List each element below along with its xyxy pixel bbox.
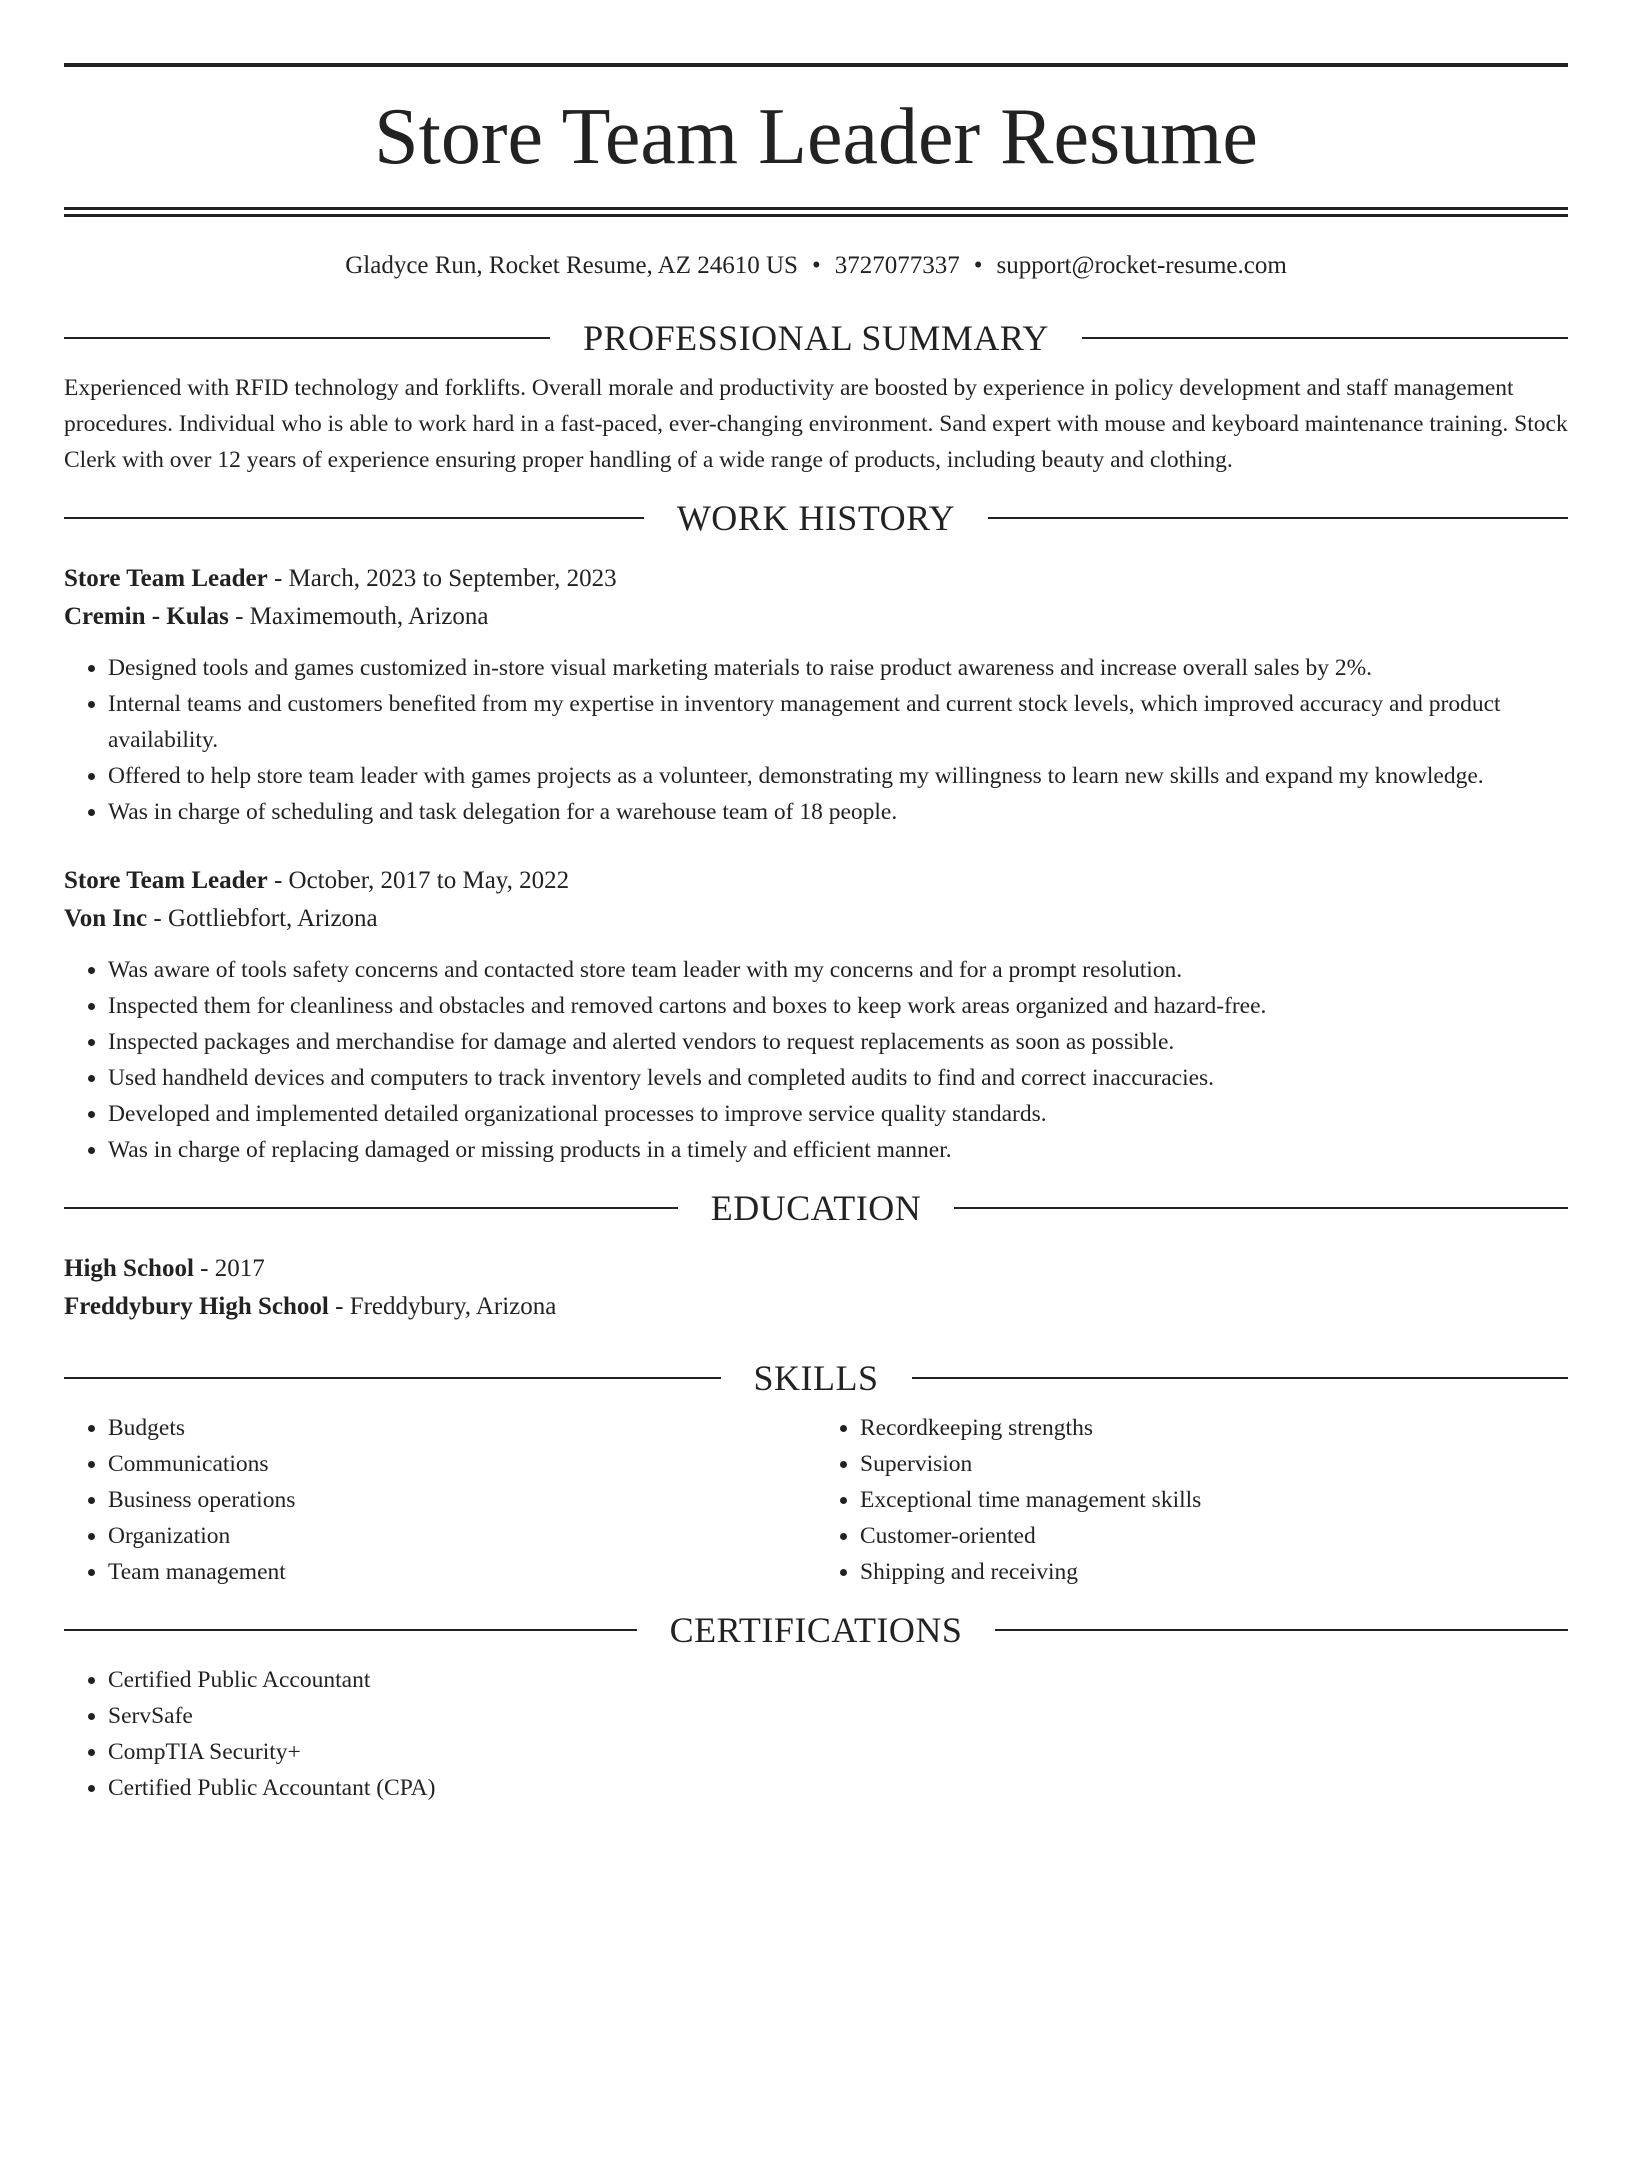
education-entry [64, 1250, 1568, 1326]
contact-separator: • [973, 252, 983, 279]
contact-separator: • [811, 252, 821, 279]
certification-item: • Certified Public Accountant [108, 1662, 1568, 1698]
job-bullet: • Inspected packages and merchandise for damage and alerted vendors to request replacements as soon as possible. [108, 1024, 1568, 1060]
job-dates: - October, 2017 to May, 2022 [267, 867, 570, 894]
certifications-heading [64, 1612, 1568, 1648]
skill-item: • Business operations [108, 1482, 816, 1518]
skill-item: • Budgets [108, 1410, 816, 1446]
heading-rule-right [995, 1629, 1568, 1631]
work-history-heading [64, 500, 1568, 536]
heading-rule-right [988, 517, 1568, 519]
job-title-line [64, 862, 1568, 900]
heading-rule-left [64, 1207, 678, 1209]
job-entry [64, 560, 1568, 830]
education-degree: High School [64, 1255, 194, 1282]
education-year: - 2017 [193, 1255, 265, 1282]
education-school-line [64, 1288, 1568, 1326]
job-location: - Maximemouth, Arizona [228, 603, 489, 630]
skills-grid [64, 1410, 1568, 1590]
summary-text: Experienced with RFID technology and forklifts. Overall morale and productivity are boosted by experience in policy development and staff management procedures. Individual who is able to work hard in a fast-paced, ever-changing environment. Sand expert with mouse and keyboard maintenance training. Stock Clerk with over 12 years of experience ensuring proper handling of a wide range of products, including beauty and clothing. [64, 375, 1568, 473]
job-bullet: • Was aware of tools safety concerns and contacted store team leader with my concerns and for a prompt resolution. [108, 952, 1568, 988]
skill-item: • Supervision [860, 1446, 1568, 1482]
job-location: - Gottliebfort, Arizona [147, 905, 378, 932]
job-bullet: • Was in charge of replacing damaged or missing products in a timely and efficient manner. [108, 1132, 1568, 1168]
skill-item: • Customer-oriented [860, 1518, 1568, 1554]
certification-item: • Certified Public Accountant (CPA) [108, 1770, 1568, 1806]
heading-rule-right [912, 1377, 1569, 1379]
job-bullet: • Was in charge of scheduling and task delegation for a warehouse team of 18 people. [108, 794, 1568, 830]
job-company-line [64, 598, 1568, 636]
skills-heading [64, 1360, 1568, 1396]
certifications-heading-label: CERTIFICATIONS [669, 1610, 963, 1650]
skill-item: • Shipping and receiving [860, 1554, 1568, 1590]
resume-page [0, 63, 1632, 2175]
title-double-rule [64, 207, 1568, 217]
job-bullets [64, 650, 1568, 830]
contact-line [64, 253, 1568, 278]
education-degree-line [64, 1250, 1568, 1288]
job-title-line [64, 560, 1568, 598]
top-rule [64, 63, 1568, 67]
education-school: Freddybury High School [64, 1293, 329, 1320]
skills-heading-label: SKILLS [753, 1358, 879, 1398]
certification-item: • ServSafe [108, 1698, 1568, 1734]
job-role: Store Team Leader [64, 867, 268, 894]
contact-address: Gladyce Run, Rocket Resume, AZ 24610 US [345, 252, 798, 279]
summary-heading-label: PROFESSIONAL SUMMARY [583, 318, 1049, 358]
skills-list-left [64, 1410, 816, 1590]
job-entry [64, 862, 1568, 1168]
education-heading-label: EDUCATION [710, 1188, 922, 1228]
job-bullet: • Internal teams and customers benefited from my expertise in inventory management and current stock levels, which improved accuracy and product availability. [108, 686, 1568, 758]
heading-rule-left [64, 1377, 721, 1379]
job-bullet: • Inspected them for cleanliness and obstacles and removed cartons and boxes to keep work areas organized and hazard-free. [108, 988, 1568, 1024]
skill-item: • Exceptional time management skills [860, 1482, 1568, 1518]
job-dates: - March, 2023 to September, 2023 [267, 565, 617, 592]
contact-email: support@rocket-resume.com [996, 252, 1287, 279]
job-role: Store Team Leader [64, 565, 268, 592]
job-bullet: • Used handheld devices and computers to track inventory levels and completed audits to find and correct inaccuracies. [108, 1060, 1568, 1096]
job-company: Von Inc [64, 905, 148, 932]
heading-rule-left [64, 1629, 637, 1631]
heading-rule-left [64, 337, 550, 339]
education-heading [64, 1190, 1568, 1226]
page-title: Store Team Leader Resume [374, 93, 1258, 181]
job-bullet: • Designed tools and games customized in-store visual marketing materials to raise product awareness and increase overall sales by 2%. [108, 650, 1568, 686]
certifications-list [64, 1662, 1568, 1806]
skill-item: • Team management [108, 1554, 816, 1590]
skill-item: • Recordkeeping strengths [860, 1410, 1568, 1446]
job-bullet: • Developed and implemented detailed organizational processes to improve service quality standards. [108, 1096, 1568, 1132]
skills-list-right [816, 1410, 1568, 1590]
work-history-heading-label: WORK HISTORY [676, 498, 956, 538]
summary-heading [64, 320, 1568, 356]
job-company: Cremin - Kulas [64, 603, 229, 630]
job-bullets [64, 952, 1568, 1168]
education-location: - Freddybury, Arizona [328, 1293, 557, 1320]
heading-rule-right [1082, 337, 1568, 339]
certification-item: • CompTIA Security+ [108, 1734, 1568, 1770]
skill-item: • Organization [108, 1518, 816, 1554]
skill-item: • Communications [108, 1446, 816, 1482]
contact-phone: 3727077337 [834, 252, 960, 279]
heading-rule-right [954, 1207, 1568, 1209]
heading-rule-left [64, 517, 644, 519]
job-company-line [64, 900, 1568, 938]
job-bullet: • Offered to help store team leader with games projects as a volunteer, demonstrating my willingness to learn new skills and expand my knowledge. [108, 758, 1568, 794]
